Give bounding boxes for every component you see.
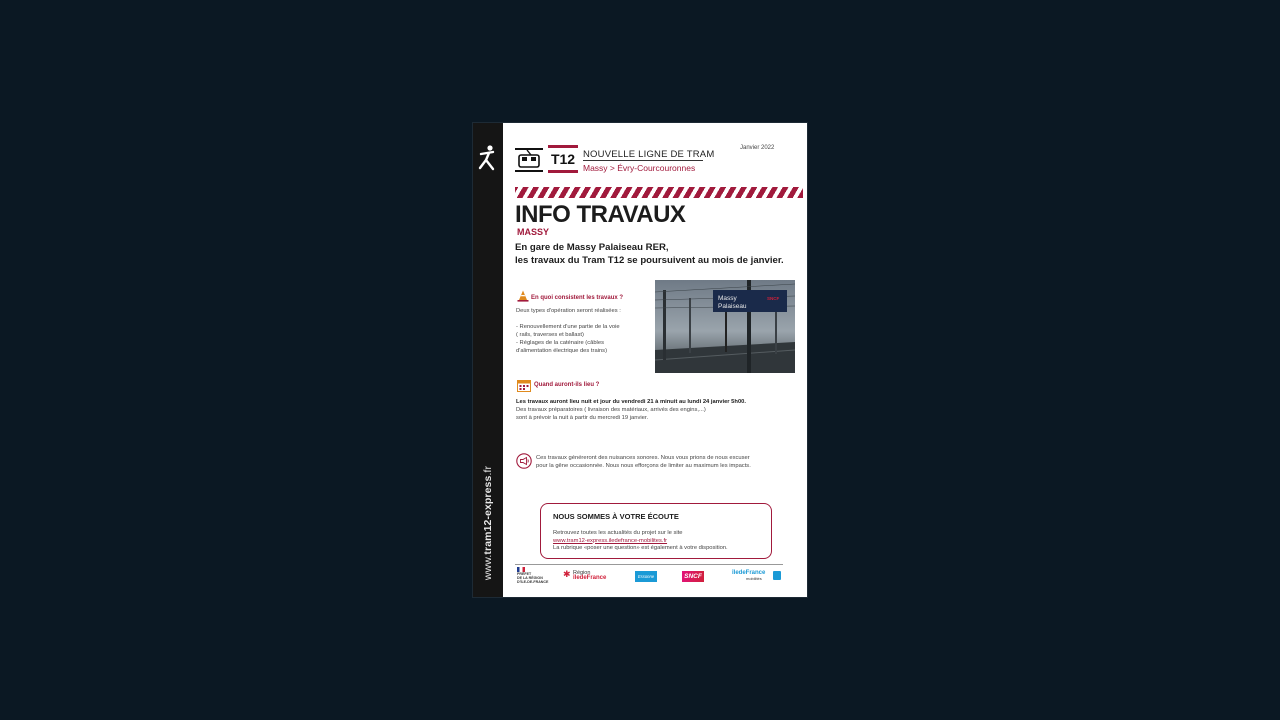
url-domain: tram12-express — [482, 475, 494, 555]
region-text-2: îledeFrance — [573, 575, 607, 582]
when-line-3: sont à prévoir la nuit à partir du mercredi 19 janvier. — [516, 415, 649, 421]
list-item: ( rails, traverses et ballast) — [516, 332, 584, 338]
issue-date: Janvier 2022 — [740, 145, 775, 151]
list-item: d'alimentation électrique des trains) — [516, 348, 608, 354]
section-works-list — [516, 323, 620, 355]
walking-person-icon — [478, 145, 498, 171]
sncf-logo: SNCF — [682, 571, 704, 582]
contact-link[interactable]: www.tram12-express.iledefrance-mobilites.fr — [553, 537, 668, 544]
list-item: - Renouvellement d'une partie de la voie — [516, 324, 620, 330]
document-page — [473, 123, 807, 597]
list-item: - Réglages de la caténaire (câbles — [516, 340, 604, 346]
line-divider — [583, 160, 703, 161]
line-title: NOUVELLE LIGNE DE TRAM — [583, 149, 715, 160]
t12-badge — [548, 145, 578, 173]
prefet-text-3: D'ÎLE-DE-FRANCE — [517, 580, 549, 585]
megaphone-icon — [516, 453, 532, 469]
sidebar-url[interactable] — [482, 466, 494, 580]
noise-notice — [536, 454, 751, 470]
lead-text — [515, 242, 805, 267]
idfm-logo — [732, 571, 765, 582]
sidebar — [473, 123, 503, 597]
notice-line-1: Ces travaux généreront des nuisances sonores. Nous vous prions de nous excuser — [536, 455, 750, 461]
essonne-logo: Essonne — [635, 571, 657, 582]
contact-title: NOUS SOMMES À VOTRE ÉCOUTE — [553, 512, 679, 521]
sign-text-2: Palaiseau — [718, 303, 747, 310]
notice-line-2: pour la gêne occasionnée. Nous nous efforçons de limiter au maximum les impacts. — [536, 463, 751, 469]
idfm-text-2: mobilités — [746, 576, 762, 582]
section-works-heading: En quoi consistent les travaux ? — [531, 295, 624, 301]
prefet-text-2: DE LA RÉGION — [517, 576, 543, 581]
line-route: Massy > Évry-Courcouronnes — [583, 163, 696, 173]
tram-icon — [515, 147, 543, 173]
idfm-icon — [773, 571, 781, 580]
url-suffix: .fr — [482, 465, 494, 476]
logos-divider — [515, 564, 783, 565]
section-when-body — [516, 398, 746, 422]
sign-text-1: Massy — [718, 295, 737, 302]
region-text-1: Région — [573, 570, 591, 576]
prefet-text-1: PRÉFET — [517, 572, 532, 576]
contact-body — [553, 530, 728, 553]
page-title: INFO TRAVAUX — [515, 201, 686, 228]
sign-brand: SNCF — [767, 296, 780, 301]
page-subtitle: MASSY — [517, 227, 550, 237]
url-prefix: www. — [482, 554, 494, 581]
region-star-icon: ✱ — [563, 569, 571, 579]
traffic-cone-icon — [517, 290, 529, 302]
when-bold-line: Les travaux auront lieu nuit et jour du vendredi 21 à minuit au lundi 24 janvier 5h00. — [516, 399, 746, 405]
calendar-icon — [517, 379, 531, 392]
lead-line-1: En gare de Massy Palaiseau RER, — [515, 242, 669, 253]
t12-label: T12 — [550, 151, 576, 167]
hazard-stripes — [515, 187, 803, 198]
section-when-heading: Quand auront-ils lieu ? — [534, 382, 600, 388]
lead-line-2: les travaux du Tram T12 se poursuivent au mois de janvier. — [515, 254, 784, 266]
contact-line-1: Retrouvez toutes les actualités du projet sur le site — [553, 530, 683, 536]
contact-line-3: La rubrique «poser une question» est également à votre disposition. — [553, 545, 728, 552]
station-photo — [655, 280, 795, 373]
contact-box — [540, 503, 772, 559]
section-works-intro: Deux types d'opération seront réalisées : — [516, 308, 621, 314]
region-logo — [563, 571, 606, 582]
prefet-logo — [517, 567, 548, 585]
when-line-2: Des travaux préparatoires ( livraison des matériaux, arrivés des engins,...) — [516, 407, 706, 413]
idfm-text-1: îledeFrance — [732, 570, 766, 576]
